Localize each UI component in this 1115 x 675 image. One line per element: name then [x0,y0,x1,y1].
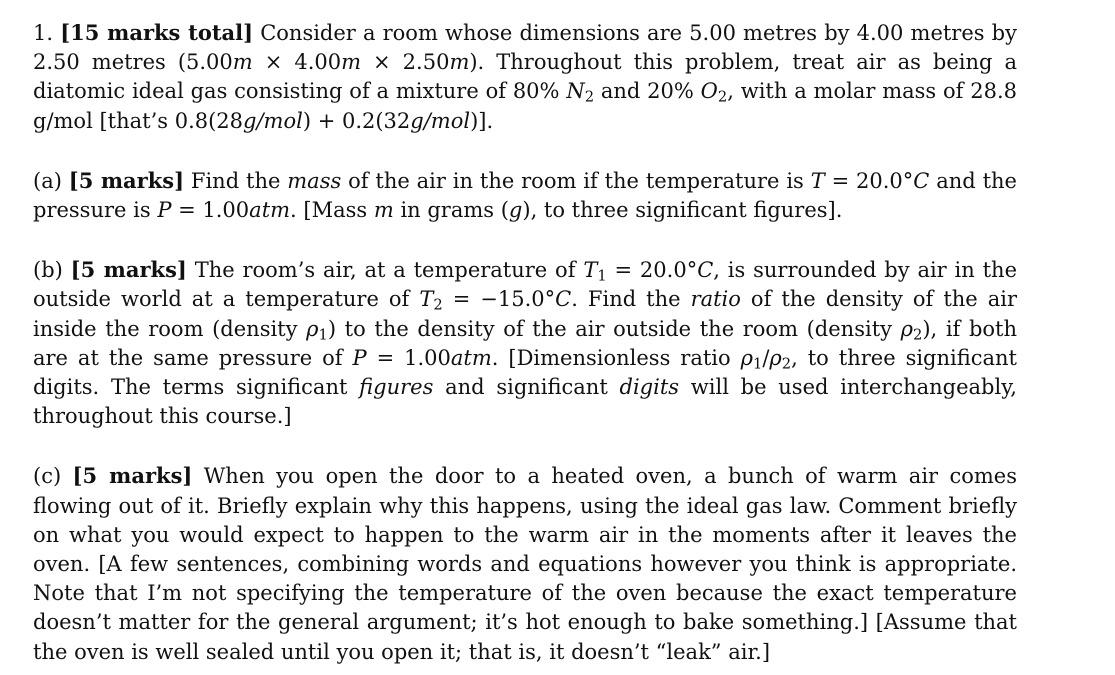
emphasis-ratio: ratio [690,287,741,312]
part-b-label: (b) [33,258,71,283]
part-a-marks: [5 marks] [68,167,185,193]
emphasis-digits: digits [619,375,680,400]
subscript: 1 [318,326,328,344]
unit-atm: atm [450,345,492,370]
problem-intro [33,18,1017,136]
problem-document [33,18,1017,667]
subscript: 1 [597,267,607,285]
var-P: P [352,345,367,370]
problem-number: 1. [33,21,54,45]
part-a-text: Find the [184,168,288,193]
intro-text: )]. [470,108,494,133]
part-a [33,166,1017,225]
part-b-text: ) to the density of the air outside the room (density [327,316,901,341]
intro-text: , with a molar mass of 28.8 g/mol [that’s 0.8(28 [33,79,1017,133]
var-rho1: ρ [306,316,319,341]
part-b-text: = 20.0° [606,258,698,283]
intro-text: ) + 0.2(32 [302,108,411,133]
part-a-text: and the pressure is [33,168,1017,223]
part-b-text: . [Dimensionless ratio [491,345,741,370]
part-b-text: , is surrounded by air in the outside world at a temperature of [33,258,1017,312]
var-P: P [157,198,172,223]
o2-subscript: 2 [717,89,728,107]
part-b-text: = 1.00 [366,345,451,370]
var-rho2: ρ [900,316,913,341]
part-a-text: = 1.00 [171,198,250,223]
part-b-text: The room’s air, at a temperature of [186,258,584,283]
part-a-text: ), to three significant figures]. [522,198,843,223]
subscript: 1 [752,355,763,373]
part-b-text: / [762,345,770,370]
o2-symbol: O [700,79,718,104]
part-c-marks: [5 marks] [72,463,193,489]
unit-C: C [555,287,572,312]
unit-m: m [449,50,470,75]
part-b-text: , to three significant digits. The terms significant [33,345,1017,400]
part-b [33,255,1017,431]
part-a-label: (a) [33,168,69,193]
subscript: 2 [781,355,792,373]
part-a-text: of the air in the room if the temperature is [341,168,811,193]
unit-m: m [232,50,253,75]
part-b-text: . Find the [571,287,691,312]
unit-C: C [913,168,930,193]
intro-text: and 20% [594,79,701,104]
unit-C: C [697,258,714,283]
part-c-text: When you open the door to a heated oven, a bunch of warm air comes flowing out of it. Briefly explain why this happens, using the ideal gas law. Comment briefly on what you would expect to happen to the warm air in the moments after it leaves the oven. [A few sentences, combining words and equations however you think is appropriate. Note that I’m not specifying the temperature of the oven because the exact temperature doesn’t matter for the general argument; it’s hot enough to bake something.] [Assume that the oven is well sealed until you open it; that is, it doesn’t “leak” air.] [33,464,1017,664]
var-rho1: ρ [740,345,753,370]
intro-text: ). Throughout this problem, treat air as being a diatomic ideal gas consisting of a mixture of 80% [33,50,1017,104]
emphasis-figures: figures [359,375,434,400]
part-b-text: will be used interchangeably, throughout this course.] [33,375,1017,429]
var-rho2: ρ [769,345,782,370]
part-b-text: ), if both are at the same pressure of [33,316,1017,370]
part-c-label: (c) [33,464,73,489]
part-c [33,461,1017,666]
unit-m: m [341,50,362,75]
part-a-text: . [Mass [290,198,374,223]
subscript: 2 [912,326,923,344]
intro-text: Consider a room whose dimensions are 5.00 metres by 4.00 metres by 2.50 metres (5.00 [33,21,1017,75]
var-m: m [373,198,394,223]
unit-gmol: g/mol [243,108,303,133]
part-b-text: = −15.0° [442,287,556,312]
var-T: T [810,168,825,193]
part-b-text: of the density of the air inside the room (density [33,287,1017,341]
intro-text: × 4.00 [252,50,342,75]
emphasis-mass: mass [287,168,342,193]
unit-atm: atm [249,198,291,223]
intro-text: × 2.50 [361,50,450,75]
unit-gmol: g/mol [410,108,471,133]
n2-symbol: N [566,79,585,104]
n2-subscript: 2 [584,89,595,107]
total-marks: [15 marks total] [60,20,254,45]
part-a-text: in grams ( [393,198,509,223]
subscript: 2 [433,297,443,315]
part-b-marks: [5 marks] [70,257,187,283]
part-a-text: = 20.0° [824,168,914,193]
var-T1: T [583,258,598,283]
part-b-text: and significant [433,375,620,400]
var-T2: T [419,287,434,312]
unit-g: g [508,198,523,223]
